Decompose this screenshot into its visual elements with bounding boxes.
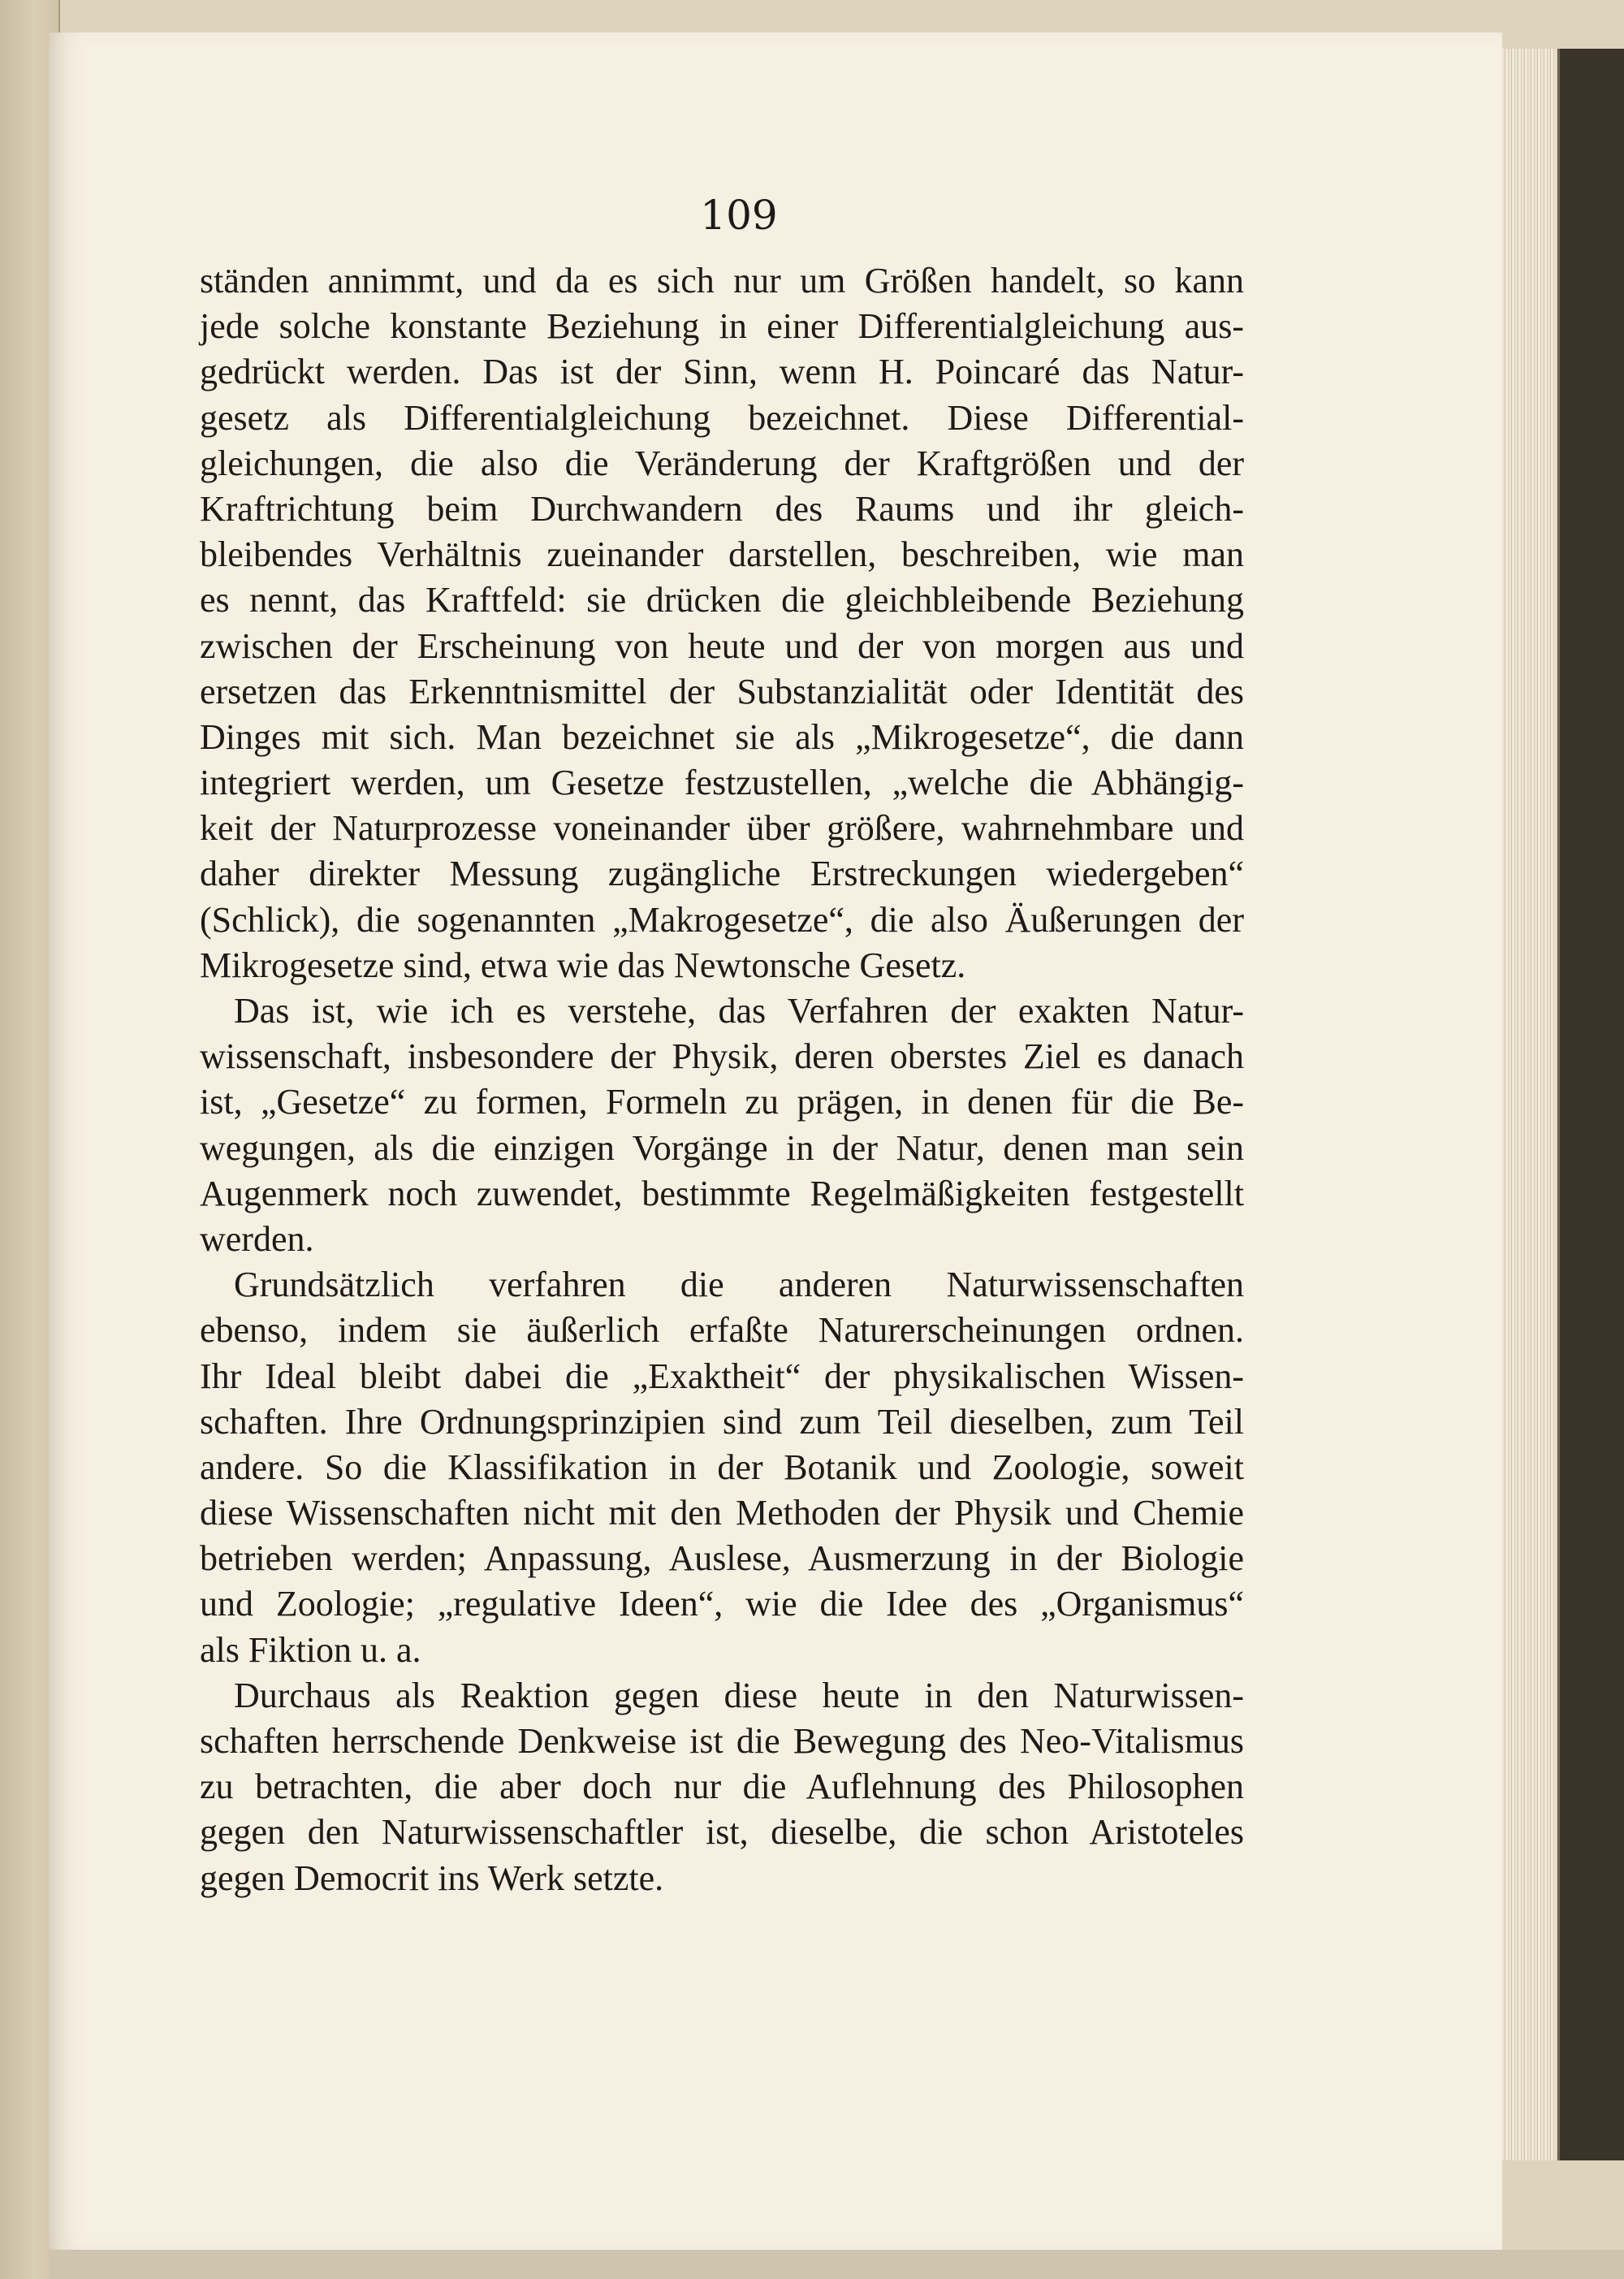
book-page [49, 32, 1502, 2250]
text-line: ersetzen das Erkenntnismittel der Substanzialität oder Identität des [200, 671, 1244, 711]
text-line: wegungen, als die einzigen Vorgänge in der Natur, denen man sein [200, 1127, 1244, 1168]
text-line: bleibendes Verhältnis zueinander darstellen, beschreiben, wie man [200, 534, 1244, 575]
text-line: gegen Democrit ins Werk setzte. [200, 1857, 664, 1898]
text-line: gesetz als Differentialgleichung bezeichnet. Diese Differential- [200, 397, 1244, 438]
text-line: gedrückt werden. Das ist der Sinn, wenn H. Poincaré das Natur- [200, 352, 1244, 392]
page-bottom-shadow [49, 2250, 1624, 2279]
text-line: Mikrogesetze sind, etwa wie das Newtonsche Gesetz. [200, 945, 966, 985]
text-line: ebenso, indem sie äußerlich erfaßte Naturerscheinungen ordnen. [200, 1310, 1244, 1351]
page-number: 109 [700, 192, 778, 239]
text-line: daher direkter Messung zugängliche Erstreckungen wiedergeben“ [200, 854, 1244, 894]
text-line: zu betrachten, die aber doch nur die Auflehnung des Philosophen [200, 1767, 1244, 1807]
text-line: diese Wissenschaften nicht mit den Methoden der Physik und Chemie [200, 1493, 1244, 1533]
text-line: integriert werden, um Gesetze festzustellen, „welche die Abhängig- [200, 763, 1244, 803]
text-line: Ihr Ideal bleibt dabei die „Exaktheit“ der physikalischen Wissen- [200, 1356, 1244, 1396]
text-line: Kraftrichtung beim Durchwandern des Raums und ihr gleich- [200, 488, 1244, 529]
text-line: wissenschaft, insbesondere der Physik, deren oberstes Ziel es danach [200, 1036, 1244, 1077]
text-line: Das ist, wie ich es verstehe, das Verfahren der exakten Natur- [234, 991, 1244, 1031]
text-line: es nennt, das Kraftfeld: sie drücken die gleichbleibende Beziehung [200, 580, 1244, 621]
text-line: gleichungen, die also die Veränderung der Kraftgrößen und der [200, 443, 1244, 483]
text-line: und Zoologie; „regulative Ideen“, wie die Idee des „Organismus“ [200, 1584, 1244, 1624]
text-line: jede solche konstante Beziehung in einer Differentialgleichung aus- [200, 306, 1244, 347]
text-line: Grundsätzlich verfahren die anderen Naturwissenschaften [234, 1265, 1244, 1305]
text-line: betrieben werden; Anpassung, Auslese, Ausmerzung in der Biologie [200, 1538, 1244, 1579]
text-line: gegen den Naturwissenschaftler ist, dieselbe, die schon Aristoteles [200, 1812, 1244, 1853]
text-line: (Schlick), die sogenannten „Makrogesetze“, die also Äußerungen der [200, 899, 1244, 940]
text-line: Durchaus als Reaktion gegen diese heute in den Naturwissen- [234, 1675, 1244, 1715]
text-line: keit der Naturprozesse voneinander über größere, wahrnehmbare und [200, 808, 1244, 849]
text-line: ist, „Gesetze“ zu formen, Formeln zu prägen, in denen für die Be- [200, 1082, 1244, 1122]
text-line: ständen annimmt, und da es sich nur um Größen handelt, so kann [200, 261, 1244, 301]
page-body-text [200, 258, 1244, 1901]
text-line: Augenmerk noch zuwendet, bestimmte Regelmäßigkeiten festgestellt [200, 1173, 1244, 1213]
text-line: andere. So die Klassifikation in der Botanik und Zoologie, soweit [200, 1447, 1244, 1487]
text-line: schaften herrschende Denkweise ist die Bewegung des Neo-Vitalismus [200, 1721, 1244, 1761]
text-line: Dinges mit sich. Man bezeichnet sie als „Mikrogesetze“, die dann [200, 716, 1244, 757]
text-line: schaften. Ihre Ordnungsprinzipien sind zum Teil dieselben, zum Teil [200, 1401, 1244, 1442]
text-line: als Fiktion u. a. [200, 1629, 421, 1670]
text-line: zwischen der Erscheinung von heute und der von morgen aus und [200, 625, 1244, 666]
page-stack-edges [1492, 49, 1560, 2160]
text-line: werden. [200, 1218, 314, 1259]
book-cover-edge [1557, 49, 1624, 2160]
